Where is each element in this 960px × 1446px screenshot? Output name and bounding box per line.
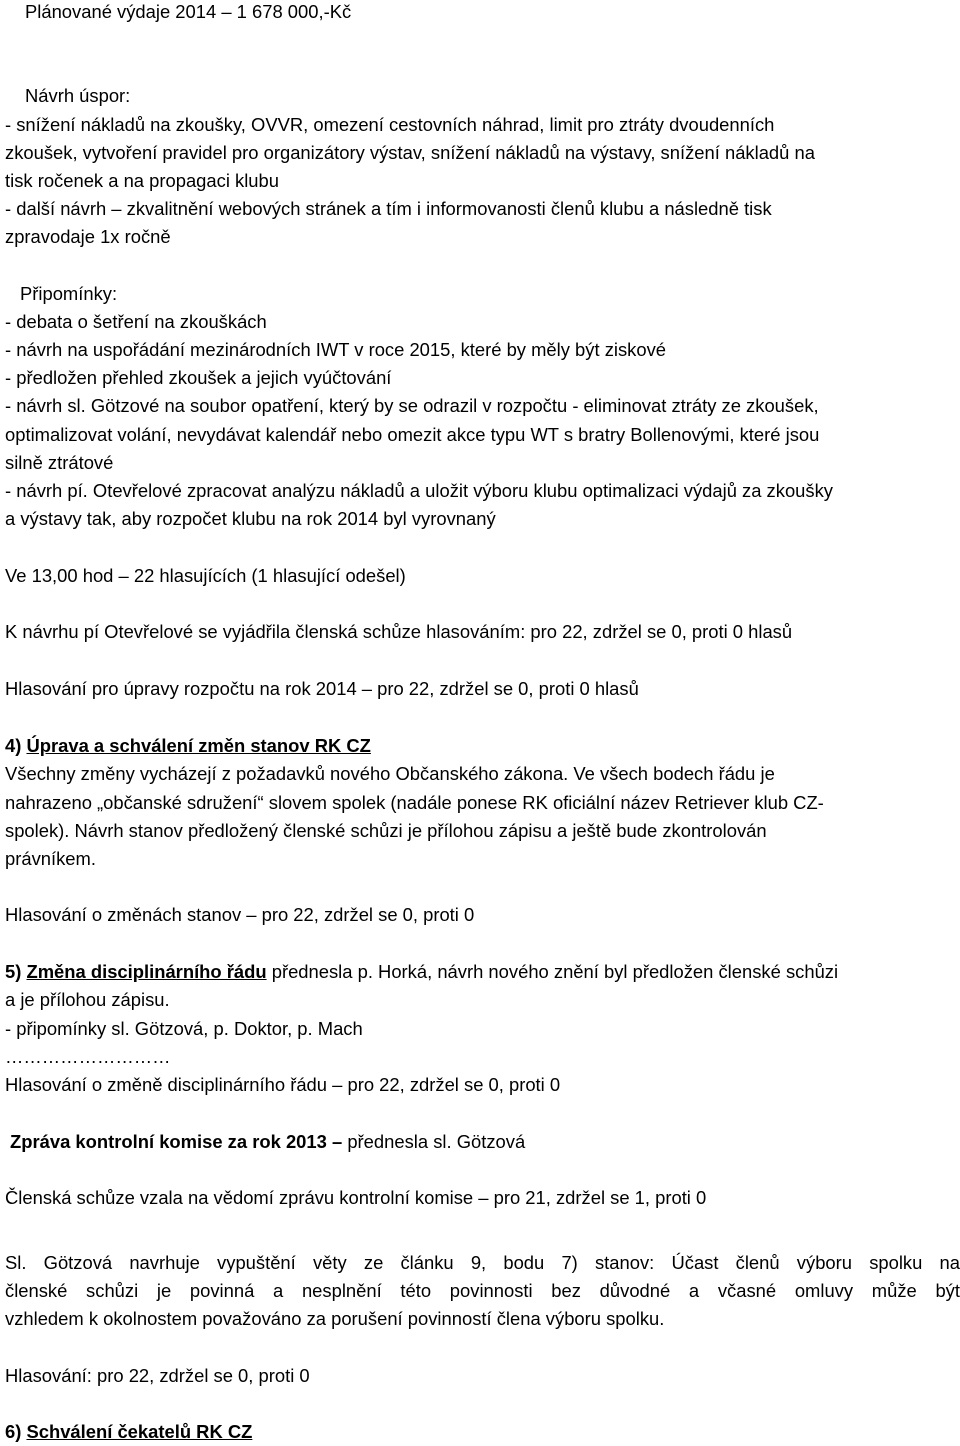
comment-line: a výstavy tak, aby rozpočet klubu na rok 2014 byl vyrovnaný [5, 508, 496, 529]
time-line: Ve 13,00 hod – 22 hlasujících (1 hlasující odešel) [5, 565, 406, 586]
vote-budget: Hlasování pro úpravy rozpočtu na rok 2014 – pro 22, zdržel se 0, proti 0 hlasů [5, 678, 639, 699]
vote-otevrelova: K návrhu pí Otevřelové se vyjádřila členská schůze hlasováním: pro 22, zdržel se 0, proti 0 hlasů [5, 621, 793, 642]
section-6-title: Schválení čekatelů RK CZ [26, 1421, 253, 1442]
comment-line: - návrh na uspořádání mezinárodních IWT v roce 2015, které by měly být ziskové [5, 339, 667, 360]
section-4-number: 4) [5, 735, 27, 756]
gotzova-line: členské schůzi je povinná a nesplnění této povinnosti bez důvodné a včasné omluvy může být [5, 1280, 960, 1301]
proposal-line: tisk ročenek a na propagaci klubu [5, 170, 279, 191]
gotzova-vote: Hlasování: pro 22, zdržel se 0, proti 0 [5, 1365, 310, 1386]
section-4-line: spolek). Návrh stanov předložený členské schůzi je přílohou zápisu a ještě bude zkontrolován [5, 820, 767, 841]
comment-line: - předložen přehled zkoušek a jejich vyúčtování [5, 367, 392, 388]
section-5-dots: ……………………… [5, 1046, 171, 1067]
control-rest: přednesla sl. Götzová [347, 1131, 526, 1152]
proposal-line: - snížení nákladů na zkoušky, OVVR, omezení cestovních náhrad, limit pro ztráty dvoudenních [5, 114, 775, 135]
proposal-line: zpravodaje 1x ročně [5, 226, 171, 247]
comment-line: optimalizovat volání, nevydávat kalendář nebo omezit akce typu WT s bratry Bollenovými, které jsou [5, 424, 820, 445]
comments-heading: Připomínky: [20, 283, 118, 304]
budget-line: Plánované výdaje 2014 – 1 678 000,-Kč [25, 1, 352, 22]
comment-line: - návrh pí. Otevřelové zpracovat analýzu nákladů a uložit výboru klubu optimalizaci výdajů za zkoušky [5, 480, 833, 501]
proposal-line: - další návrh – zkvalitnění webových stránek a tím i informovanosti členů klubu a následně tisk [5, 198, 772, 219]
section-4-line: nahrazeno „občanské sdružení“ slovem spolek (nadále ponese RK oficiální název Retriever klub CZ- [5, 792, 824, 813]
section-4-line: právníkem. [5, 848, 96, 869]
proposal-heading: Návrh úspor: [25, 85, 131, 106]
section-5-comments: - připomínky sl. Götzová, p. Doktor, p. Mach [5, 1018, 363, 1039]
section-5-title: Změna disciplinárního řádu [26, 961, 267, 982]
comment-line: - debata o šetření na zkouškách [5, 311, 267, 332]
control-acknowledged: Členská schůze vzala na vědomí zprávu kontrolní komise – pro 21, zdržel se 1, proti 0 [5, 1187, 707, 1208]
section-5-rest: přednesla p. Horká, návrh nového znění byl předložen členské schůzi [266, 961, 839, 982]
comment-line: - návrh sl. Götzové na soubor opatření, který by se odrazil v rozpočtu - eliminovat ztráty ze zkoušek, [5, 395, 819, 416]
section-4-line: Všechny změny vycházejí z požadavků nového Občanského zákona. Ve všech bodech řádu je [5, 763, 775, 784]
section-4-heading [5, 735, 960, 757]
section-5-heading [5, 961, 960, 983]
section-5-vote: Hlasování o změně disciplinárního řádu – pro 22, zdržel se 0, proti 0 [5, 1074, 561, 1095]
section-4-title: Úprava a schválení změn stanov RK CZ [26, 735, 371, 756]
section-5-number: 5) [5, 961, 27, 982]
section-5-line: a je přílohou zápisu. [5, 989, 170, 1010]
control-dash: – [326, 1131, 348, 1152]
section-6-number: 6) [5, 1421, 27, 1442]
comment-line: silně ztrátové [5, 452, 114, 473]
gotzova-line: Sl. Götzová navrhuje vypuštění věty ze článku 9, bodu 7) stanov: Účast členů výboru spolku na [5, 1252, 960, 1273]
section-6-heading [5, 1421, 960, 1443]
control-title: Zpráva kontrolní komise za rok 2013 [10, 1131, 327, 1152]
proposal-line: zkoušek, vytvoření pravidel pro organizátory výstav, snížení nákladů na výstavy, snížení nákladů na [5, 142, 815, 163]
section-4-vote: Hlasování o změnách stanov – pro 22, zdržel se 0, proti 0 [5, 904, 475, 925]
gotzova-line: vzhledem k okolnostem považováno za porušení povinností člena výboru spolku. [5, 1308, 665, 1329]
control-heading [10, 1131, 960, 1153]
